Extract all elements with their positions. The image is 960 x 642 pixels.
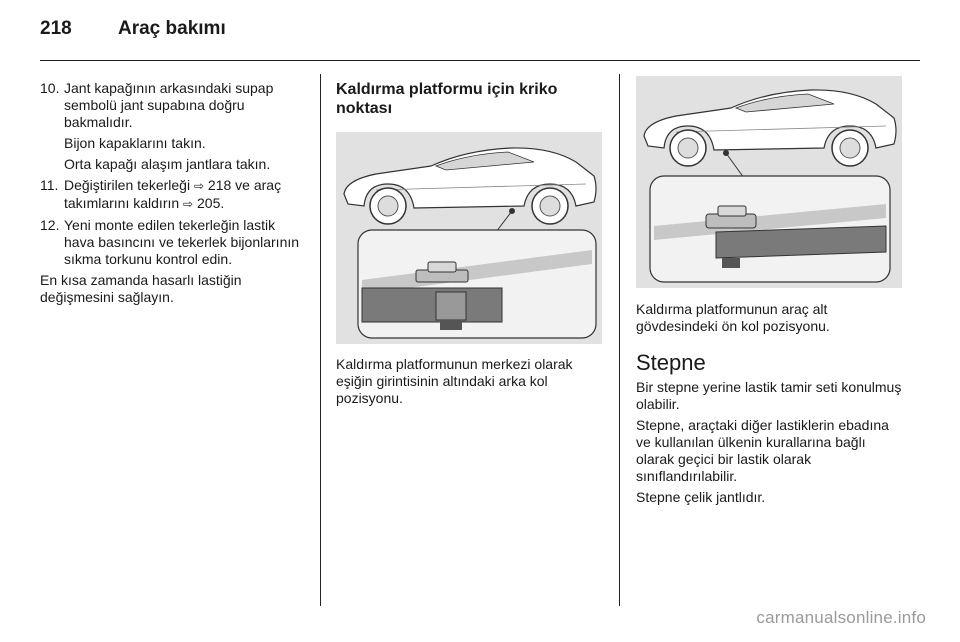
page-title: Araç bakımı — [118, 18, 226, 39]
header-rule — [40, 60, 920, 61]
left-column — [40, 80, 306, 310]
column-divider-left — [320, 74, 321, 606]
arrow-ref-icon: ⇨ — [183, 197, 194, 211]
paragraph: Bir stepne yerine lastik tamir seti konulmuş olabilir. — [636, 379, 902, 412]
page-number: 218 — [40, 18, 72, 39]
page-header — [40, 18, 920, 58]
list-text-part: Değiştirilen tekerleği — [64, 177, 194, 193]
middle-column — [336, 80, 604, 411]
section-heading: Kaldırma platformu için kriko noktası — [336, 81, 558, 117]
rear-jack-point-illustration — [336, 132, 602, 344]
list-item — [40, 80, 306, 131]
watermark: carmanualsonline.info — [756, 608, 926, 627]
list-subtext: Orta kapağı alaşım jantlara takın. — [64, 156, 271, 172]
page-reference-link[interactable]: 205. — [197, 195, 225, 211]
arrow-ref-icon: ⇨ — [193, 179, 205, 193]
paragraph: Stepne, araçtaki diğer lastiklerin ebadına ve kullanılan ülkenin kurallarına bağlı olarak geçici bir lastik olarak sınıflandırılabilir. — [636, 417, 889, 484]
page-reference-link[interactable]: 218 — [207, 177, 232, 193]
right-column — [636, 76, 906, 510]
list-number: 12. — [40, 217, 60, 233]
column-divider-right — [619, 74, 620, 606]
list-text: Jant kapağının arkasındaki supap sembolü jant supabına doğru bakmalıdır. — [64, 80, 274, 130]
list-item — [40, 177, 306, 213]
section-title: Stepne — [636, 350, 706, 375]
list-subtext: Bijon kapaklarını takın. — [64, 135, 206, 151]
list-number: 11. — [40, 177, 59, 193]
closing-paragraph: En kısa zamanda hasarlı lastiğin değişmesini sağlayın. — [40, 272, 242, 305]
paragraph: Stepne çelik jantlıdır. — [636, 489, 766, 505]
figure-caption: Kaldırma platformunun araç alt gövdesindeki ön kol pozisyonu. — [636, 301, 830, 334]
list-text: Yeni monte edilen tekerleğin lastik hava basıncını ve tekerlek bijonlarının sıkma torkunu kontrol edin. — [64, 217, 300, 267]
list-text — [64, 177, 306, 213]
list-text-part: ve araç takımlarını kaldırın — [64, 177, 282, 211]
list-item — [40, 217, 306, 268]
figure-caption: Kaldırma platformunun merkezi olarak eşiğin girintisinin altındaki arka kol pozisyonu. — [336, 356, 573, 406]
list-number: 10. — [40, 80, 60, 96]
front-jack-point-illustration — [636, 76, 902, 288]
